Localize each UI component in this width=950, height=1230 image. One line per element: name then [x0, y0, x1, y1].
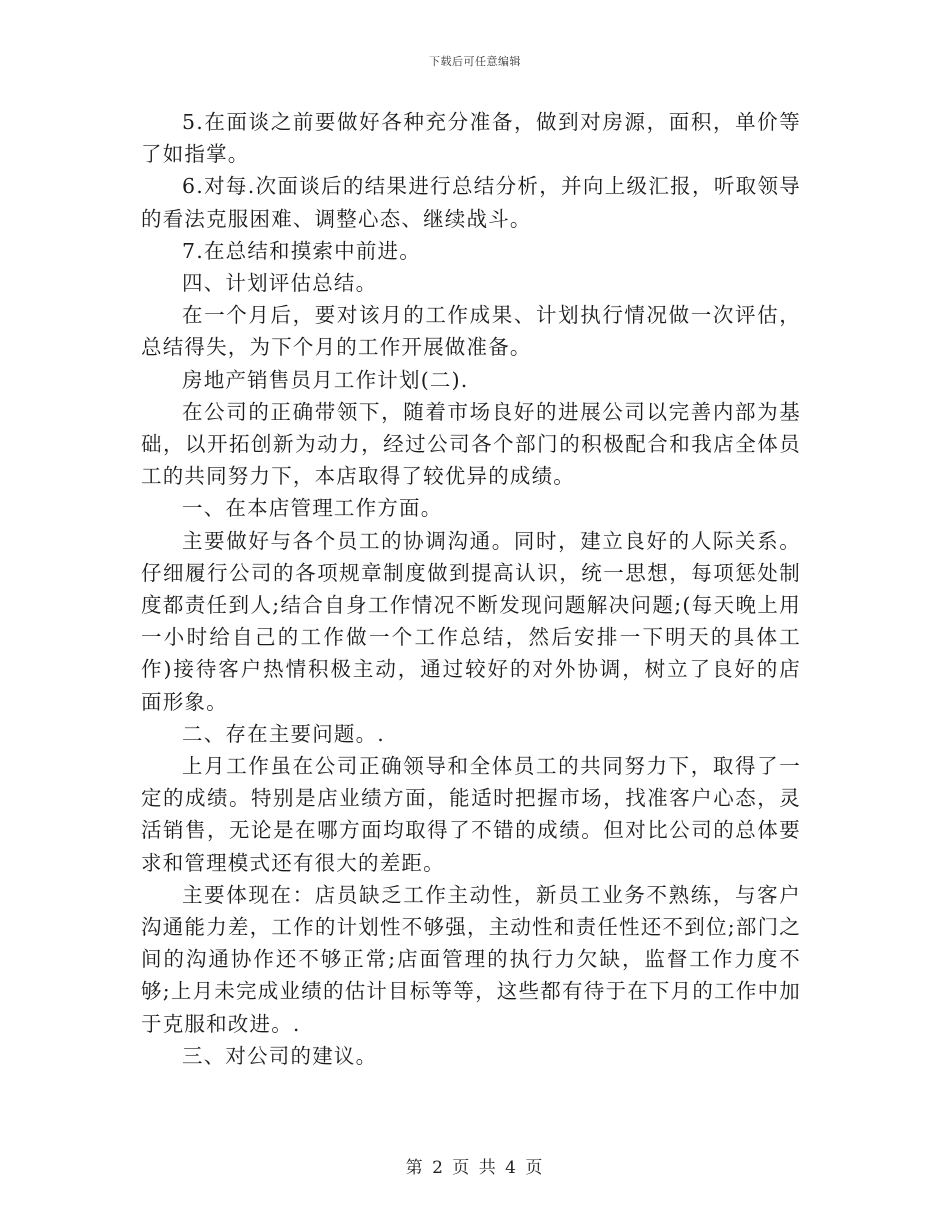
paragraph-item-7: 7.在总结和摸索中前进。	[182, 238, 421, 263]
section-heading-suggestions: 三、对公司的建议。	[182, 1043, 378, 1068]
document-subtitle: 房地产销售员月工作计划(二).	[182, 367, 469, 392]
document-body	[141, 106, 801, 1072]
paragraph-item-5: 5.在面谈之前要做好各种充分准备，做到对房源，面积，单价等了如指掌。	[141, 110, 801, 167]
section-heading-store-management: 一、在本店管理工作方面。	[182, 496, 443, 521]
paragraph-main-issues: 主要体现在：店员缺乏工作主动性，新员工业务不熟练，与客户沟通能力差，工作的计划性不够强，主动性和责任性还不到位;部门之间的沟通协作还不够正常;店面管理的执行力欠缺，监督工作力度不够;上月未完成业绩的估计目标等等，这些都有待于在下月的工作中加于克服和改进。.	[141, 882, 801, 1036]
paragraph-evaluation: 在一个月后，要对该月的工作成果、计划执行情况做一次评估，总结得失，为下个月的工作开展做准备。	[141, 303, 801, 360]
section-heading-plan-evaluation: 四、计划评估总结。	[182, 271, 378, 296]
paragraph-intro: 在公司的正确带领下，随着市场良好的进展公司以完善内部为基础，以开拓创新为动力，经过公司各个部门的积极配合和我店全体员工的共同努力下，本店取得了较优异的成绩。	[141, 399, 801, 489]
page-number: 第 2 页 共 4 页	[405, 1158, 545, 1178]
paragraph-item-6: 6.对每.次面谈后的结果进行总结分析，并向上级汇报，听取领导的看法克服困难、调整心态、继续战斗。	[141, 174, 801, 231]
paragraph-store-management: 主要做好与各个员工的协调沟通。同时，建立良好的人际关系。仔细履行公司的各项规章制度做到提高认识，统一思想，每项惩处制度都责任到人;结合自身工作情况不断发现问题解决问题;(每天晚上用一小时给自己的工作做一个工作总结，然后安排一下明天的具体工作)接待客户热情积极主动，通过较好的对外协调，树立了良好的店面形象。	[141, 528, 801, 714]
section-heading-main-problems: 二、存在主要问题。.	[182, 721, 386, 746]
paragraph-last-month: 上月工作虽在公司正确领导和全体员工的共同努力下，取得了一定的成绩。特别是店业绩方面，能适时把握市场，找准客户心态，灵活销售，无论是在哪方面均取得了不错的成绩。但对比公司的总体要求和管理模式还有很大的差距。	[141, 754, 801, 875]
header-note: 下载后可任意编辑	[429, 55, 521, 68]
